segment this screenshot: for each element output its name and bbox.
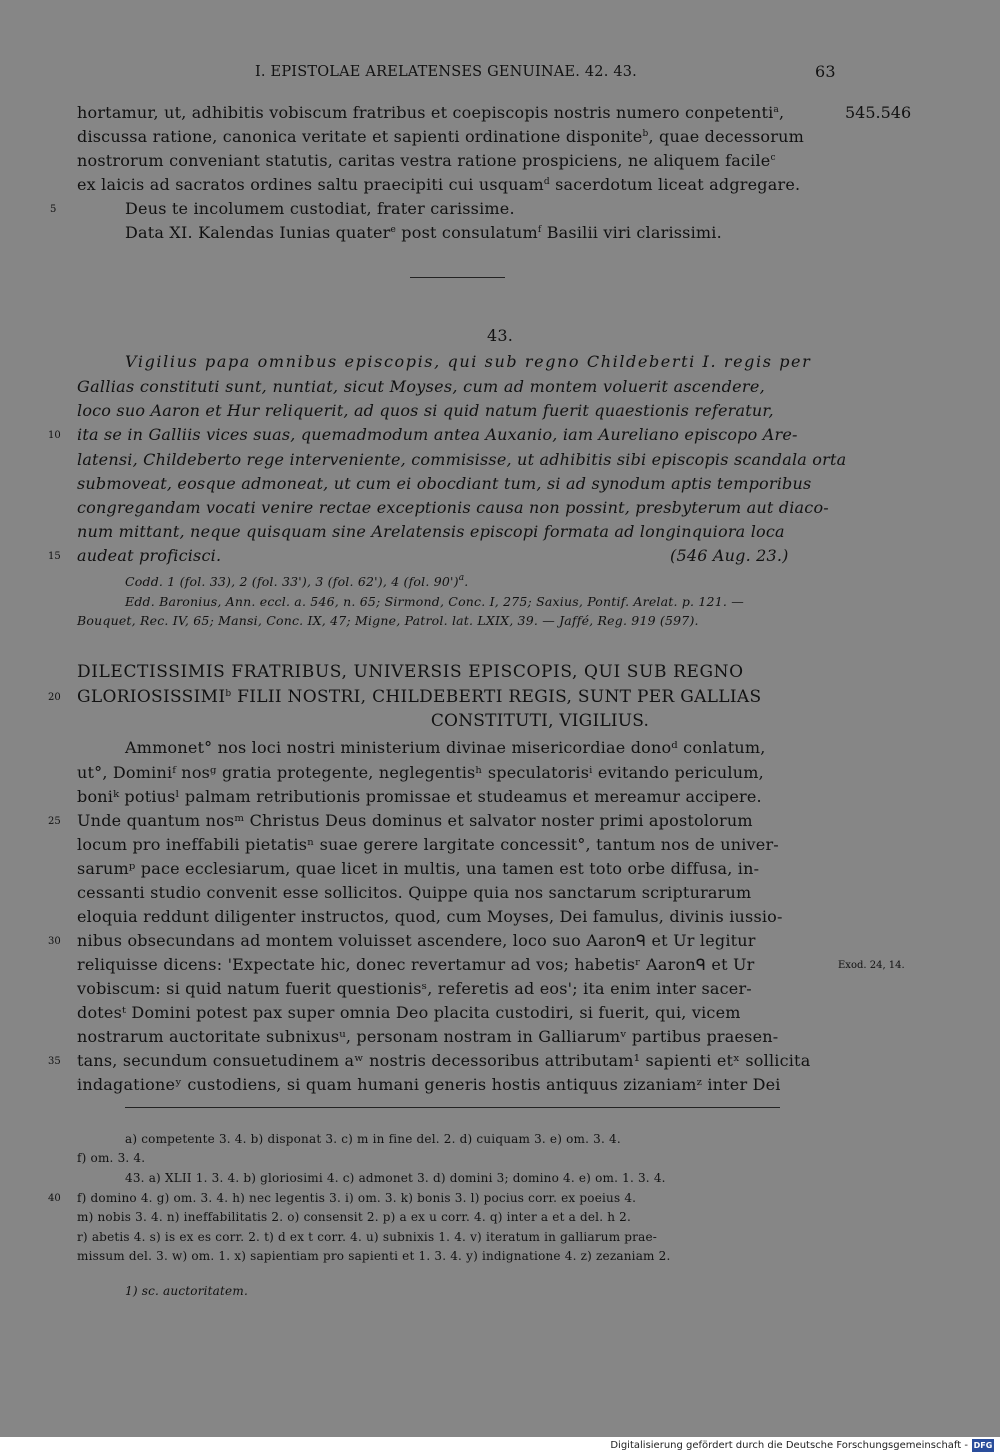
summary-line: congregandam vocati venire rectae exceptionis causa non possint, presbyterum aut diaco- [77,498,829,517]
running-title: I. EPISTOLAE ARELATENSES GENUINAE. 42. 43. [255,64,637,80]
summary-line: latensi, Childeberto rege interveniente, commisisse, ut adhibitis sibi episcopis scandala orta [77,450,847,469]
body-line: nibus obsecundans ad montem voluisset ascendere, loco suo Aaronᑫ et Ur legitur [77,931,756,950]
page-number: 63 [815,62,836,81]
summary-line: num mittant, neque quisquam sine Arelatensis episcopi formata ad longinquiora loca [77,522,785,541]
letter-number: 43. [486,326,514,345]
summary-line: Vigilius papa omnibus episcopis, qui sub regno Childeberti I. regis per [125,352,812,371]
side-reference: Exod. 24, 14. [838,960,905,971]
body-line: reliquisse dicens: 'Expectate hic, donec revertamur ad vos; habetisʳ Aaronᑫ et Ur [77,955,755,974]
text-line: discussa ratione, canonica veritate et sapienti ordinatione disponite$^b$, quae decessorum [77,127,804,146]
body-line: sarumᵖ pace ecclesiarum, quae licet in multis, una tamen est toto orbe diffusa, in- [77,859,760,878]
body-line: ut°, Dominiᶠ nosᵍ gratia protegente, neglegentisʰ speculatorisⁱ evitando periculum, [77,763,764,782]
address-line: DILECTISSIMIS FRATRIBUS, UNIVERSIS EPISCOPIS, QUI SUB REGNO [77,662,744,682]
dfg-logo: DFG [973,1441,993,1450]
text-line: Deus te incolumem custodiat, frater carissime. [125,199,515,218]
text-line: Data XI. Kalendas Iunias quater$^e$ post consulatum$^f$ Basilii viri clarissimi. [125,223,722,242]
text-note: 1) sc. auctoritatem. [125,1284,248,1298]
summary-line: ita se in Galliis vices suas, quemadmodum antea Auxanio, iam Aureliano episcopo Are- [77,425,798,444]
address-line: CONSTITUTI, VIGILIUS. [430,711,650,731]
line-number: 25 [48,816,61,827]
summary-line: audeat proficisci. [77,546,222,565]
line-number: 35 [48,1056,61,1067]
body-line: cessanti studio convenit esse sollicitos. Quippe quia nos sanctarum scripturarum [77,883,752,902]
body-line: eloquia reddunt diligenter instructos, quod, cum Moyses, Dei famulus, divinis iussio- [77,907,783,926]
funding-notice: Digitalisierung gefördert durch die Deutsche Forschungsgemeinschaft - [610,1440,968,1451]
summary-line: submoveat, eosque admoneat, ut cum ei obocdiant tum, si ad synodum aptis temporibus [77,474,812,493]
line-number: 10 [48,430,61,441]
section-divider [410,277,505,278]
line-number: 5 [50,204,57,215]
text-line: ex laicis ad sacratos ordines saltu praecipiti cui usquam$^d$ sacerdotum liceat adgregare. [77,175,801,194]
body-line: boniᵏ potiusˡ palmam retributionis promissae et studeamus et mereamur accipere. [77,787,762,806]
text-line: hortamur, ut, adhibitis vobiscum fratribus et coepiscopis nostris numero conpetenti$^a$, [77,103,785,122]
body-line: Ammonet° nos loci nostri ministerium divinae misericordiae donoᵈ conlatum, [125,738,766,757]
line-number: 20 [48,692,61,703]
body-line: Unde quantum nosᵐ Christus Deus dominus et salvator noster primi apostolorum [77,811,753,830]
body-line: vobiscum: si quid natum fuerit questionisˢ, referetis ad eos'; ita enim inter sacer- [77,979,752,998]
body-line: tans, secundum consuetudinem aʷ nostris decessoribus attributam¹ sapienti etˣ sollicita [77,1051,811,1070]
editions-line: Edd. Baronius, Ann. eccl. a. 546, n. 65; Sirmond, Conc. I, 275; Saxius, Pontif. Arelat. p. 121. — [125,594,744,609]
body-line: dotesᵗ Domini potest pax super omnia Deo placita custodiri, si fuerit, qui, vicem [77,1003,741,1022]
footnote-divider [125,1107,780,1108]
footnote-line: a) competente 3. 4. b) disponat 3. c) m in fine del. 2. d) cuiquam 3. e) om. 3. 4. [125,1132,621,1146]
body-line: indagationeʸ custodiens, si quam humani generis hostis antiquus zizaniamᶻ inter Dei [77,1075,781,1094]
footnote-line: missum del. 3. w) om. 1. x) sapientiam pro sapienti et 1. 3. 4. y) indignatione 4. z) zezaniam 2. [77,1249,671,1263]
line-number: 40 [48,1193,61,1204]
summary-line: loco suo Aaron et Hur reliquerit, ad quos si quid natum fuerit quaestionis referatur, [77,401,774,420]
footnote-line: m) nobis 3. 4. n) ineffabilitatis 2. o) consensit 2. p) a ex u corr. 4. q) inter a et a del. h 2. [77,1210,632,1224]
side-reference: 545.546 [845,103,912,122]
footnote-line: f) om. 3. 4. [77,1151,146,1165]
line-number: 30 [48,936,61,947]
summary-line: Gallias constituti sunt, nuntiat, sicut Moyses, cum ad montem voluerit ascendere, [77,377,765,396]
body-line: locum pro ineffabili pietatisⁿ suae gerere largitate concessit°, tantum nos de univer- [77,835,779,854]
letter-date: (546 Aug. 23.) [670,546,789,565]
text-line: nostrorum conveniant statutis, caritas vestra ratione prospiciens, ne aliquem facile$^c$ [77,151,776,170]
line-number: 15 [48,551,61,562]
footnote-line: r) abetis 4. s) is ex es corr. 2. t) d ex t corr. 4. u) subnixis 1. 4. v) iteratum in galliarum prae- [77,1230,658,1244]
codices-line: Codd. 1 (fol. 33), 2 (fol. 33'), 3 (fol. 62'), 4 (fol. 90')$^a$. [125,573,469,589]
address-line: GLORIOSISSIMI$^b$ FILII NOSTRI, CHILDEBERTI REGIS, SUNT PER GALLIAS [77,687,762,707]
footnote-line: f) domino 4. g) om. 3. 4. h) nec legentis 3. i) om. 3. k) bonis 3. l) pocius corr. ex poeius 4. [77,1191,637,1205]
footnote-line: 43. a) XLII 1. 3. 4. b) gloriosimi 4. c) admonet 3. d) domini 3; domino 4. e) om. 1. 3. 4. [125,1171,666,1185]
body-line: nostrarum auctoritate subnixusᵘ, personam nostram in Galliarumᵛ partibus praesen- [77,1027,779,1046]
editions-line: Bouquet, Rec. IV, 65; Mansi, Conc. IX, 47; Migne, Patrol. lat. LXIX, 39. — Jaffé, Reg. 919 (597). [77,613,699,628]
